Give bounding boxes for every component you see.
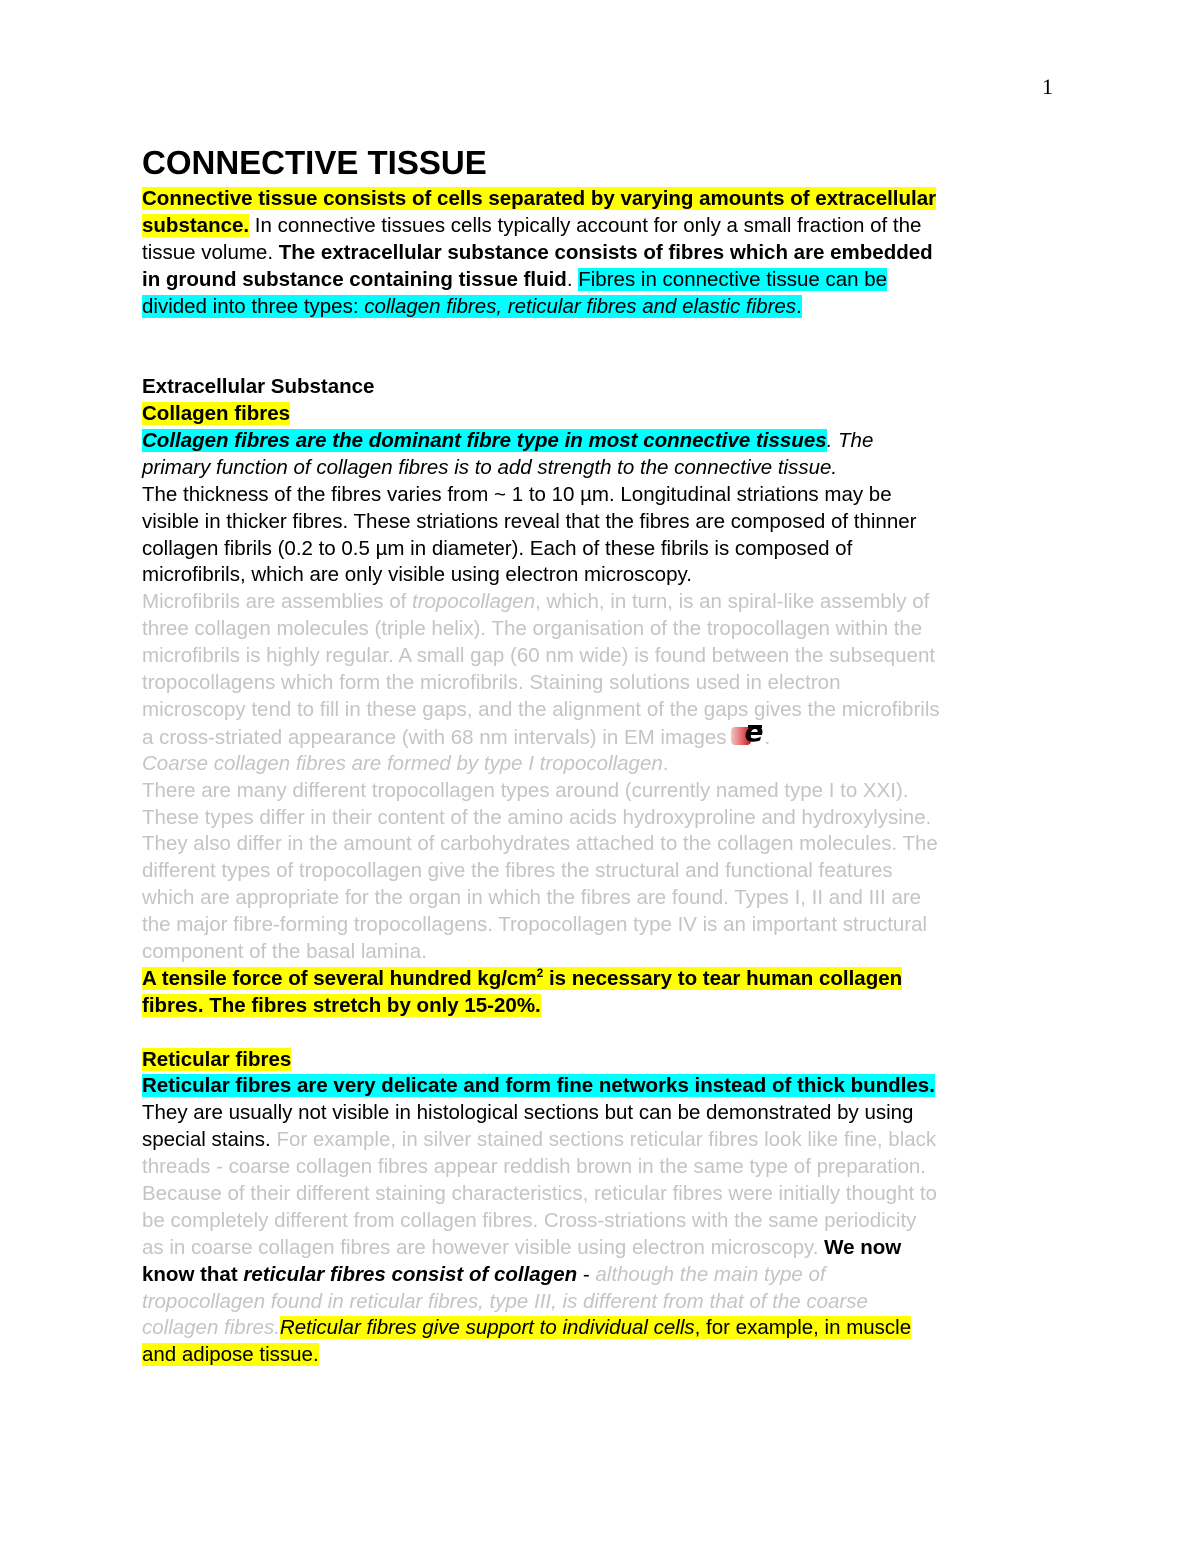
faded-line: microfibrils is highly regular. A small gap (60 nm wide) is found between the subsequent <box>142 644 936 668</box>
faded-line: different types of tropocollagen give the fibres the structural and functional features <box>142 859 893 883</box>
cyan-highlight <box>142 295 802 318</box>
body-text: - <box>577 1262 596 1286</box>
faded-line: tropocollagen found in reticular fibres, type III, is different from that of the coarse <box>142 1289 868 1313</box>
icon-letter: e <box>744 714 764 748</box>
highlighted-fact <box>142 967 902 990</box>
faded-line <box>142 589 1062 616</box>
intro-text: divided into three types: <box>142 294 365 318</box>
highlighted-italic-text: Reticular fibres give support to individual cells <box>279 1316 695 1340</box>
faded-text: , which, in turn, is an spiral-like assembly of <box>535 590 930 614</box>
faded-italic-text: tropocollagen <box>412 590 536 614</box>
faded-italic-text: Coarse collagen fibres are formed by type I tropocollagen <box>142 751 663 775</box>
intro-line <box>142 240 1062 267</box>
cyan-highlight: Reticular fibres are very delicate and form fine networks instead of thick bundles. <box>142 1074 935 1098</box>
bold-text: know that <box>142 1262 244 1286</box>
fibre-types: collagen fibres, reticular fibres and elastic fibres <box>364 294 797 318</box>
faded-italic-text: collagen fibres. <box>142 1316 280 1340</box>
document-title: CONNECTIVE TISSUE <box>142 144 487 181</box>
document-body <box>142 140 1062 1369</box>
intro-line <box>142 267 1062 294</box>
faded-line <box>142 751 1062 778</box>
highlighted-definition: Connective tissue consists of cells separated by varying amounts of extracellular <box>142 187 937 210</box>
body-line: The thickness of the fibres varies from ~ 1 to 10 µm. Longitudinal striations may be <box>142 482 892 506</box>
reticular-section <box>142 1047 1062 1370</box>
cyan-highlight: Collagen fibres are the dominant fibre type in most connective tissues <box>142 429 827 453</box>
faded-text: . <box>764 725 771 749</box>
intro-text: In connective tissues cells typically account for only a small fraction of the <box>249 213 922 237</box>
highlighted-fact: fibres. The fibres stretch by only 15-20%. <box>142 993 541 1017</box>
bold-text: We now <box>824 1235 902 1259</box>
body-line <box>142 1127 1062 1154</box>
intro-line <box>142 294 1062 321</box>
intro-text: . <box>796 294 802 318</box>
intro-line <box>142 186 1062 213</box>
body-line: They are usually not visible in histological sections but can be demonstrated by using <box>142 1101 914 1125</box>
faded-line: They also differ in the amount of carbohydrates attached to the collagen molecules. The <box>142 832 938 856</box>
italic-text: . The <box>826 429 874 453</box>
highlighted-definition: substance. <box>142 213 250 237</box>
faded-line: tropocollagens which form the microfibrils. Staining solutions used in electron <box>142 671 841 695</box>
body-line: collagen fibrils (0.2 to 0.5 µm in diameter). Each of these fibrils is composed of <box>142 536 853 560</box>
body-line: microfibrils, which are only visible using electron microscopy. <box>142 563 692 587</box>
faded-line: three collagen molecules (triple helix). The organisation of the tropocollagen within the <box>142 617 923 641</box>
faded-line: the major fibre-forming tropocollagens. Tropocollagen type IV is an important structural <box>142 913 928 937</box>
em-image-link-icon[interactable] <box>731 714 765 748</box>
faded-text: a cross-striated appearance (with 68 nm intervals) in EM images <box>142 725 727 749</box>
faded-text: For example, in silver stained sections reticular fibres look like fine, black <box>276 1128 937 1152</box>
subsection-heading: Reticular fibres <box>142 1047 292 1071</box>
spacer <box>142 320 1062 374</box>
faded-line <box>142 714 1062 751</box>
bold-italic-text: reticular fibres consist of collagen <box>243 1262 578 1286</box>
faded-text: as in coarse collagen fibres are however visible using electron microscopy. <box>142 1235 825 1259</box>
extracellular-section <box>142 374 1062 1019</box>
faded-line: which are appropriate for the organ in which the fibres are found. Types I, II and III are <box>142 886 922 910</box>
body-text: special stains. <box>142 1128 277 1152</box>
faded-text: . <box>662 751 669 775</box>
cyan-highlight: Fibres in connective tissue can be <box>578 267 888 291</box>
faded-text: Microfibrils are assemblies of <box>142 590 412 614</box>
intro-text: tissue volume. <box>142 240 279 264</box>
highlighted-text: , for example, in muscle <box>694 1316 912 1340</box>
faded-line: be completely different from collagen fibres. Cross-striations with the same periodicity <box>142 1208 917 1232</box>
faded-line: These types differ in their content of the amino acids hydroxyproline and hydroxylysine. <box>142 805 932 829</box>
intro-paragraph <box>142 186 1062 320</box>
section-heading: Extracellular Substance <box>142 375 375 399</box>
intro-text: . <box>566 267 579 291</box>
highlighted-text: and adipose tissue. <box>142 1343 319 1367</box>
faded-line: component of the basal lamina. <box>142 939 427 963</box>
fact-text: A tensile force of several hundred kg/cm <box>142 966 537 990</box>
faded-line: There are many different tropocollagen types around (currently named type I to XXI). <box>142 778 909 802</box>
faded-italic-text: although the main type of <box>595 1262 826 1286</box>
fact-text: is necessary to tear human collagen <box>543 966 903 990</box>
body-line <box>142 1235 1062 1262</box>
faded-line: Because of their different staining characteristics, reticular fibres were initially thought to <box>142 1181 937 1205</box>
intro-bold-text: The extracellular substance consists of fibres which are embedded <box>278 240 933 264</box>
body-line <box>142 1262 1062 1289</box>
body-line: visible in thicker fibres. These striations reveal that the fibres are composed of thinner <box>142 509 917 533</box>
spacer <box>142 1020 1062 1047</box>
superscript: 2 <box>536 966 544 981</box>
body-line <box>142 1315 1062 1342</box>
intro-line <box>142 213 1062 240</box>
intro-bold-text: in ground substance containing tissue fluid <box>142 267 567 291</box>
faded-line: threads - coarse collagen fibres appear reddish brown in the same type of preparation. <box>142 1155 927 1179</box>
faded-line: microscopy tend to fill in these gaps, and the alignment of the gaps gives the microfibrils <box>142 697 940 721</box>
page-number: 1 <box>1042 74 1053 99</box>
italic-text: primary function of collagen fibres is to add strength to the connective tissue. <box>142 455 838 479</box>
subsection-heading: Collagen fibres <box>142 402 291 426</box>
